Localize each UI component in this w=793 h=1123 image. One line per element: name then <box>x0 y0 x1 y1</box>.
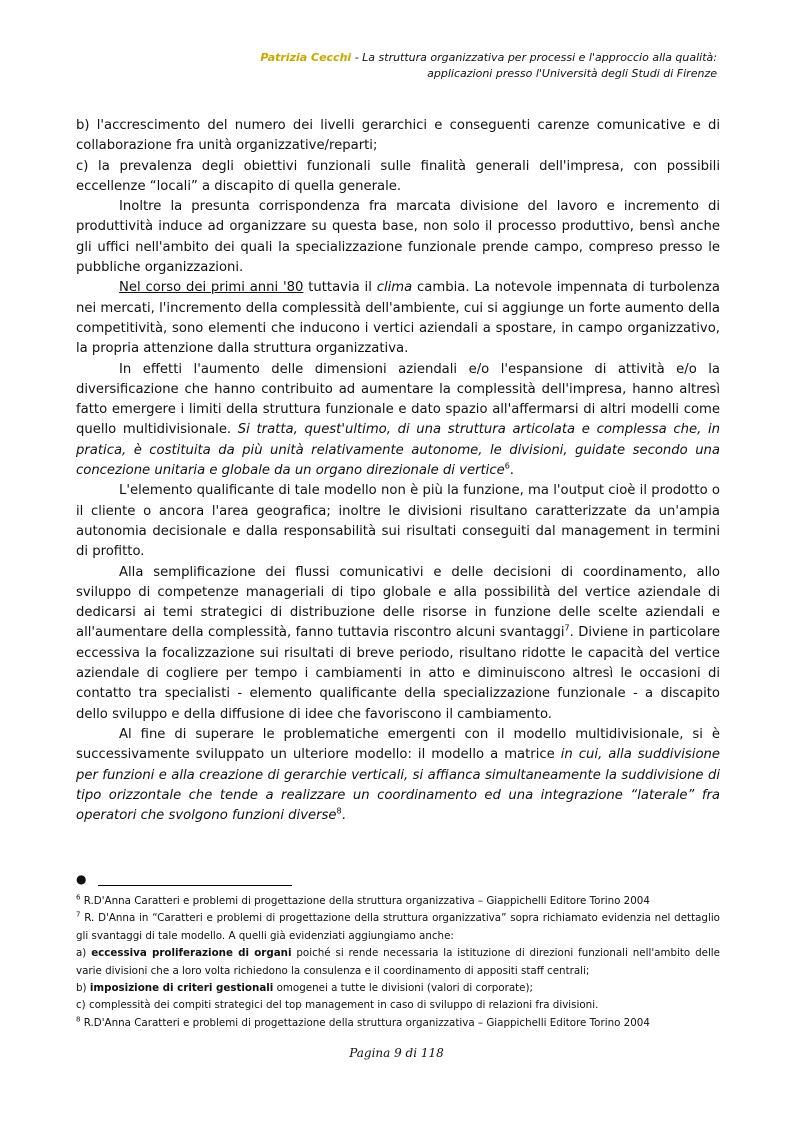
bullet-icon: ● <box>76 872 87 886</box>
footnote-ref-6: 6 <box>504 461 510 471</box>
list-marker: b) <box>76 982 90 995</box>
footnote-text: poiché si rende necessaria la istituzione di direzioni funzionali nell'ambito delle varie divisioni che a loro volta richiedono la consulenza e il coordinamento di appositi staff centrali; <box>76 947 721 977</box>
footnote-8 <box>76 1015 720 1032</box>
footnote-7c: c) complessità dei compiti strategici del top management in caso di sviluppo di relazioni fra divisioni. <box>76 999 599 1012</box>
paragraph-c: c) la prevalenza degli obiettivi funzionali sulle finalità generali dell'impresa, con possibili eccellenze “locali” a discapito di quella generale. <box>76 158 720 194</box>
footnote-text: R. D'Anna in “Caratteri e problemi di progettazione della struttura organizzativa” sopra richiamato evidenzia nel dettaglio gli svantaggi di tale modello. A quelli già evidenziati aggiungiamo anche: <box>76 912 720 942</box>
paragraph-matrice <box>76 725 720 826</box>
footnote-number: 7 <box>76 910 81 919</box>
footnote-text: R.D'Anna Caratteri e problemi di progettazione della struttura organizzativa – Giappichelli Editore Torino 2004 <box>80 1016 650 1029</box>
paragraph-inoltre: Inoltre la presunta corrispondenza fra marcata divisione del lavoro e incremento di produttività induce ad organizzare su questa base, non solo il processo produttivo, bensì anche gli uffici nell'ambito dei quali la specializzazione funzionale prende campo, compreso presso le pubbliche organizzazioni. <box>76 199 720 276</box>
text-span: Al fine di superare le problematiche emergenti con il modello multidivisionale, si è successivamente sviluppato un ulteriore modello: il modello a matrice <box>76 726 720 763</box>
footnote-ref-8: 8 <box>336 806 342 816</box>
footnotes <box>76 893 720 1032</box>
text-span: cambia. La notevole impennata di turbolenza nei mercati, l'incremento della complessità dell'ambiente, cui si aggiunge un forte aumento della competitività, sono elementi che inducono i vertici aziendali a spostare, in campo organizzativo, la propria attenzione dalla struttura organizzativa. <box>76 280 721 357</box>
text-span: Alla semplificazione dei flussi comunicativi e delle decisioni di coordinamento, allo sviluppo di competenze manageriali di tipo globale e alla possibilità del vertice aziendale di dedicarsi ai temi strategici di distribuzione delle risorse in funzione delle scelte aziendali e all'aumentare della complessità, fanno tuttavia riscontro alcuni svantaggi <box>76 564 720 641</box>
main-text <box>76 116 720 826</box>
text-span: . <box>509 463 514 479</box>
bold-term: imposizione di criteri gestionali <box>89 982 274 995</box>
text-span: tuttavia il <box>303 280 377 296</box>
text-span: . Diviene in particolare eccessiva la focalizzazione sui risultati di breve periodo, risultano ridotte le capacità del vertice aziendale di cogliere per tempo i cambiamenti in atto e diminuiscono altresì le occasioni di contatto tra specialisti - elemento qualificante della specializzazione funzionale - a discapito dello sviluppo e della diffusione di idee che favoriscono il cambiamento. <box>76 625 720 722</box>
header-title-2: applicazioni presso l'Università degli Studi di Firenze <box>427 67 717 80</box>
footnote-6 <box>76 893 720 910</box>
page-header <box>260 50 717 82</box>
header-title-1: - La struttura organizzativa per processi e l'approccio alla qualità: <box>354 51 717 64</box>
header-author: Patrizia Cecchi <box>260 51 352 64</box>
header-line-1 <box>260 50 717 66</box>
footnote-text: R.D'Anna Caratteri e problemi di progettazione della struttura organizzativa – Giappichelli Editore Torino 2004 <box>80 895 650 907</box>
list-marker: a) <box>76 947 92 960</box>
paragraph-semplificazione <box>76 563 720 725</box>
paragraph-anni-80 <box>76 278 720 359</box>
paragraph-b: b) l'accrescimento del numero dei livelli gerarchici e conseguenti carenze comunicative e di collaborazione fra unità organizzative/reparti; <box>76 118 720 154</box>
page-number: Pagina 9 di 118 <box>349 1046 444 1060</box>
footnote-7b <box>76 980 720 997</box>
footnote-7a <box>76 945 720 980</box>
italic-quote: Si tratta, quest'ultimo, di una struttura articolata e complessa che, in pratica, è costituita da più unità relativamente autonome, le divisioni, guidate secondo una concezione unitaria e globale da un organo direzionale di vertice <box>76 422 720 479</box>
footnote-ref-7: 7 <box>564 624 570 634</box>
footnote-7 <box>76 910 720 945</box>
underlined-phrase: Nel corso dei primi anni '80 <box>119 280 304 296</box>
footnote-number: 6 <box>76 893 81 902</box>
bold-term: eccessiva proliferazione di organi <box>91 947 292 960</box>
paragraph-elemento: L'elemento qualificante di tale modello non è più la funzione, ma l'output cioè il prodotto o il cliente o ancora l'area geografica; inoltre le divisioni risultano caratterizzate da un'ampia autonomia decisionale e dalla responsabilità sui risultati conseguiti dal management in termini di profitto. <box>76 483 720 560</box>
text-span: . <box>341 808 346 824</box>
paragraph-effetti <box>76 360 720 482</box>
footnote-text: omogenei a tutte le divisioni (valori di corporate); <box>273 982 533 995</box>
footnote-number: 8 <box>76 1015 81 1024</box>
italic-quote: in cui, alla suddivisione per funzioni e alla creazione di gerarchie verticali, si affianca simultaneamente la suddivisione di tipo orizzontale che tende a realizzare un coordinamento ed una integrazione “laterale” fra operatori che svolgono funzioni diverse <box>76 747 720 824</box>
italic-clima: clima <box>376 280 413 296</box>
text-span: In effetti l'aumento delle dimensioni aziendali e/o l'espansione di attività e/o la diversificazione che hanno contribuito ad aumentare la complessità dell'impresa, hanno altresì fatto emergere i limiti della struttura funzionale e dato spazio all'affermarsi di altri modelli come quello multidivisionale. <box>76 361 720 438</box>
separator-line <box>98 885 292 886</box>
